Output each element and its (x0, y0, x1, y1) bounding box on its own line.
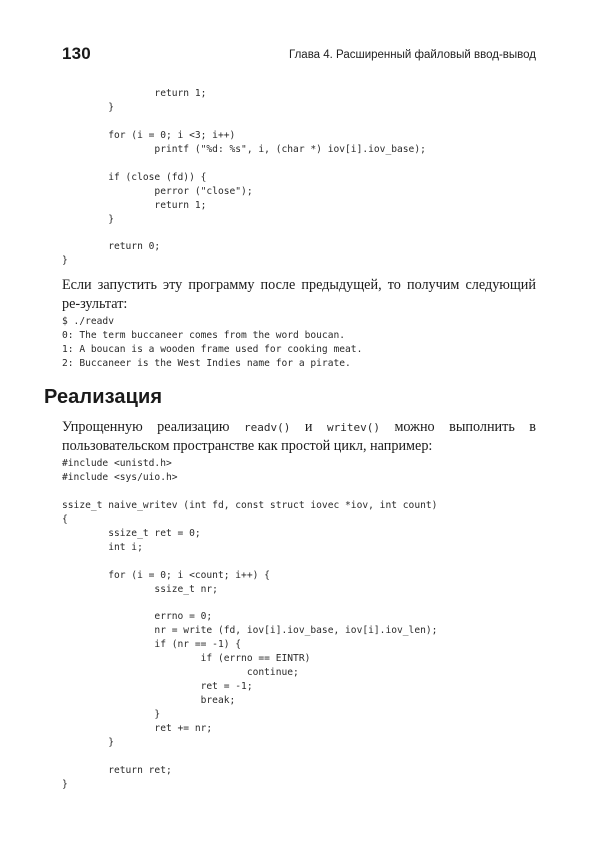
running-head-chapter-title: Глава 4. Расширенный файловый ввод-вывод (289, 49, 536, 61)
section-heading-implementation: Реализация (44, 386, 163, 408)
paragraph-run-program: Если запустить эту программу после предыдущей, то получим следующий ре-зультат: (62, 277, 536, 312)
paragraph-simple-implementation (62, 418, 536, 456)
program-output-listing: $ ./readv 0: The term buccaneer comes from the word boucan. 1: A boucan is a wooden frame used for cooking meat. 2: Buccaneer is the West Indies name for a pirate. (62, 316, 363, 369)
paragraph-text: можно выполнить в пользовательском пространстве как простой цикл, например: (62, 419, 537, 454)
code-listing-naive-writev: #include <unistd.h> #include <sys/uio.h> ssize_t naive_writev (int fd, const struct iovec *iov, int count) { ssize_t ret = 0; int i; for (i = 0; i <count; i++) { ssize_t nr; errno = 0; nr = write (fd, iov[i].iov_base, iov[i].iov_len); if (nr == -1) { if (errno == EINTR) continue; ret = -1; break; } ret += nr; } return ret; } (62, 458, 438, 790)
inline-code-writev: writev() (326, 421, 380, 434)
paragraph-text: Упрощенную реализацию (62, 419, 245, 435)
paragraph-text: и (290, 419, 327, 435)
page-number: 130 (62, 44, 91, 63)
inline-code-readv: readv() (244, 421, 291, 434)
code-listing-readv-end: return 1; } for (i = 0; i <3; i++) printf ("%d: %s", i, (char *) iov[i].iov_base); if (close (fd)) { perror ("close"); return 1; } return 0; } (62, 88, 426, 267)
